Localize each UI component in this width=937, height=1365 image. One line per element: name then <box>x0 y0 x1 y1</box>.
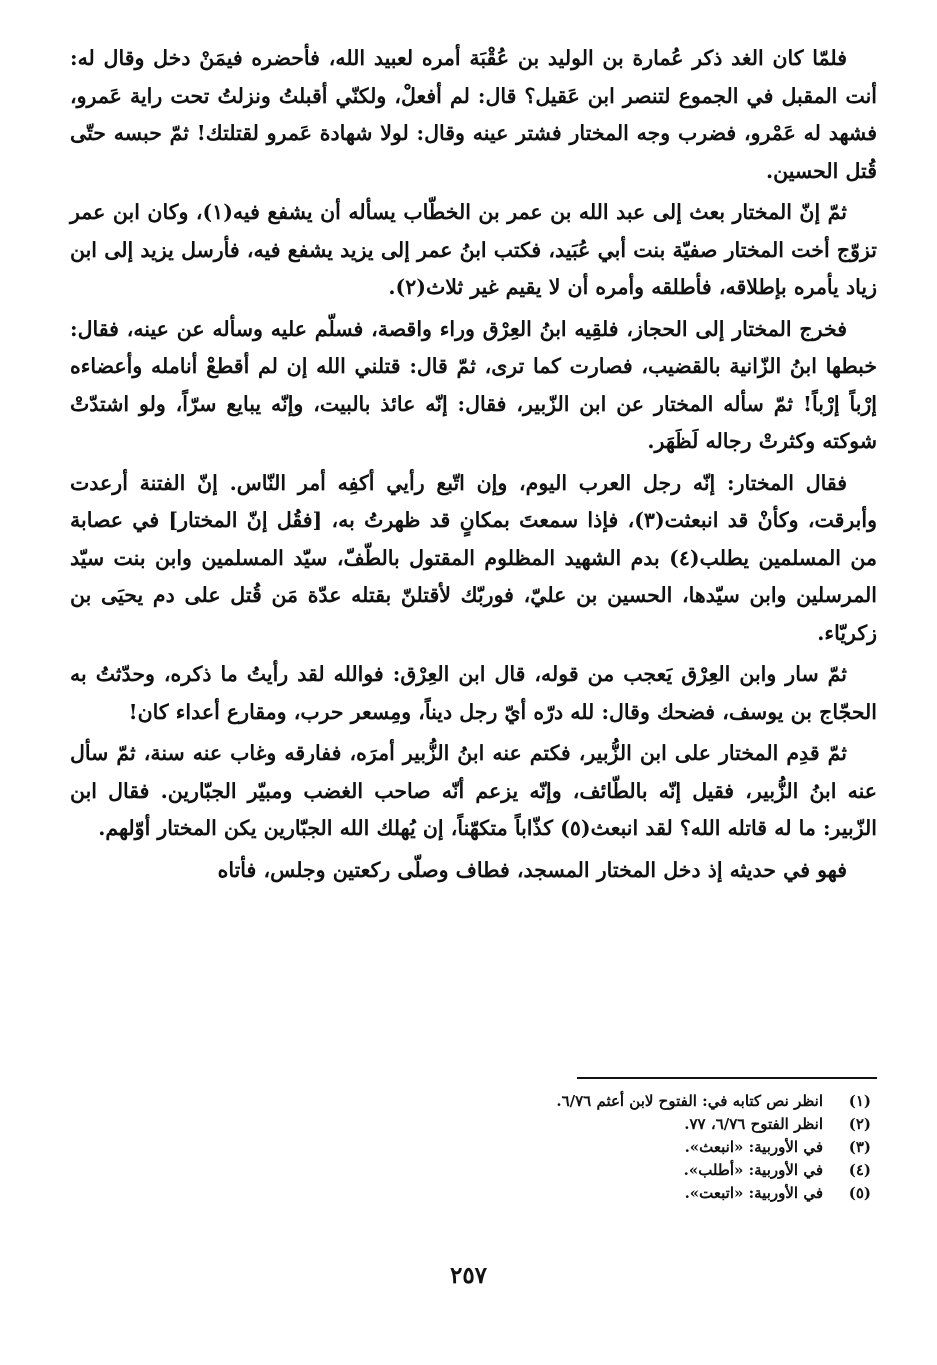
main-text <box>70 40 877 889</box>
page-number: ٢٥٧ <box>449 1262 488 1289</box>
footnote-text: انظر الفتوح ٦/٧٦، ٧٧. <box>684 1115 823 1133</box>
paragraph: فلمّا كان الغد ذكر عُمارة بن الوليد بن عُقْبَة أمره لعبيد الله، فأحضره فيمَنْ دخل وقال له: أنت المقبل في الجموع لتنصر ابن عَقيل؟ قال: لم أفعلْ، ولكنّي أقبلتُ ونزلتُ تحت راية عَمرو، فشهد له عَمْرو، فضرب وجه المختار فشتر عينه وقال: لولا شهادة عَمرو لقتلتك! ثمّ حبسه حتّى قُتل الحسين. <box>70 46 877 183</box>
footnote-text: في الأوربية: «انبعث». <box>684 1138 823 1156</box>
footnote-text: في الأوربية: «اتبعت». <box>684 1184 823 1202</box>
footnote-number: (١) <box>848 1092 871 1110</box>
footnote-number: (٥) <box>848 1184 871 1202</box>
footnote-text: انظر نص كتابه في: الفتوح لابن أعثم ٦/٧٦. <box>556 1092 823 1110</box>
paragraph: ثمّ سار وابن العِرْق يَعجب من قوله، قال ابن العِرْق: فوالله لقد رأيتُ ما ذكره، وحدّثتُ به الحجّاج بن يوسف، فضحك وقال: لله درّه أيّ رجل ديناً، ومِسعر حرب، ومقارع أعداء كان! <box>70 662 877 724</box>
footnote <box>91 1182 871 1205</box>
paragraph: ثمّ إنّ المختار بعث إلى عبد الله بن عمر بن الخطّاب يسأله أن يشفع فيه(١)، وكان ابن عمر تزوّج أخت المختار صفيّة بنت أبي عُبَيد، فكتب ابنُ عمر إلى يزيد يشفع فيه، فأرسل يزيد إلى ابن زياد يأمره بإطلاقه، فأطلقه وأمره أن لا يقيم غير ثلاث(٢). <box>70 200 877 299</box>
footnotes <box>91 1090 871 1205</box>
footnote <box>91 1159 871 1182</box>
paragraph: فهو في حديثه إذ دخل المختار المسجد، فطاف وصلّى ركعتين وجلس، فأتاه <box>217 857 847 882</box>
paragraph: فخرج المختار إلى الحجاز، فلقِيه ابنُ العِرْق وراء واقصة، فسلّم عليه وسأله عن عينه، فقال: خبطها ابنُ الزّانية بالقضيب، فصارت كما ترى، ثمّ قال: قتلني الله إن لم أقطعْ أنامله وأعضاءه إرْباً إرْباً! ثمّ سأله المختار عن ابن الزّبير، فقال: إنّه عائذ بالبيت، وإنّه يبايع سرّاً، ولو اشتدّتْ شوكته وكثرتْ رجاله لَظَهَر. <box>70 316 877 453</box>
footnote-number: (٣) <box>848 1138 871 1156</box>
footnote <box>91 1113 871 1136</box>
footnote-number: (٢) <box>848 1115 871 1133</box>
paragraph: ثمّ قدِم المختار على ابن الزُّبير، فكتم عنه ابنُ الزُّبير أمرَه، ففارقه وغاب عنه سنة، ثمّ سأل عنه ابنُ الزُّبير، فقيل إنّه بالطّائف، وإنّه يزعم أنّه صاحب الغضب ومبيّر الجبّارين. فقال ابن الزّبير: ما له قاتله الله؟ لقد انبعث(٥) كذّاباً متكهّناً، إن يُهلك الله الجبّارين يكن المختار أوّلهم. <box>70 741 877 840</box>
footnote-number: (٤) <box>848 1161 871 1179</box>
footnote-text: في الأوربية: «أطلب». <box>683 1161 823 1179</box>
footnote <box>91 1136 871 1159</box>
footnote <box>91 1090 871 1113</box>
footnote-divider <box>577 1077 877 1079</box>
paragraph: فقال المختار: إنّه رجل العرب اليوم، وإن اتّبع رأيي أكفِه أمر النّاس. إنّ الفتنة أرعدت وأبرقت، وكأنْ قد انبعثت(٣)، فإذا سمعتَ بمكانٍ قد ظهرتُ به، [فقُل إنّ المختار] في عصابة من المسلمين يطلب(٤) بدم الشهيد المظلوم المقتول بالطّفّ، سيّد المسلمين وابن بنت سيّد المرسلين وابن سيّدها، الحسين بن عليّ، فوربّك لأقتلنّ بقتله عدّة مَن قُتل على دم يحيَى بن زكريّاء. <box>70 470 877 645</box>
